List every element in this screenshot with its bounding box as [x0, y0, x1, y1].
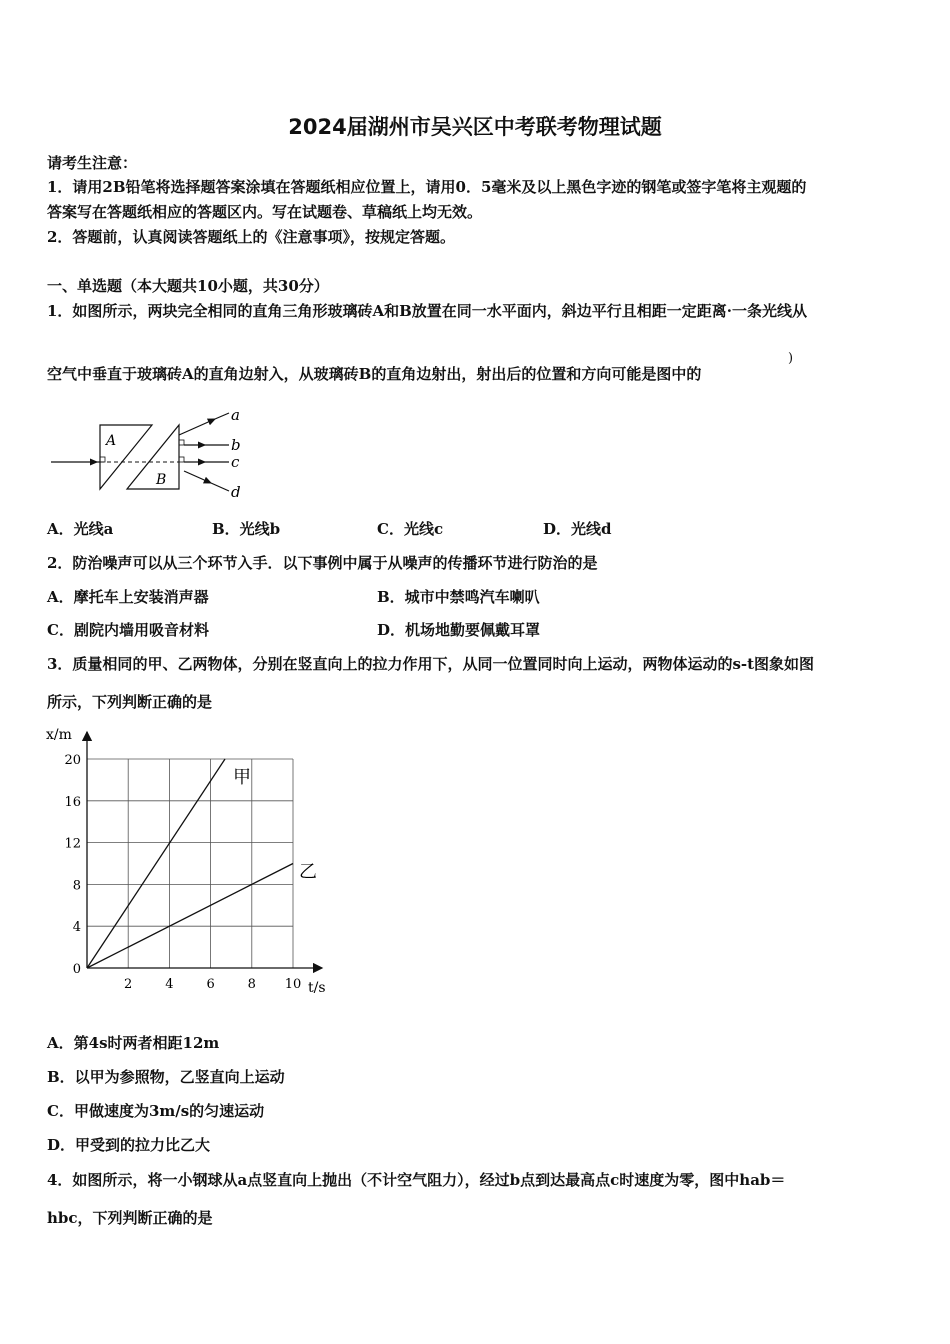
y-tick-label: 16	[64, 794, 81, 810]
y-axis-label: x/m	[46, 727, 72, 743]
q3-st-chart	[40, 722, 340, 1002]
prism-b	[127, 425, 179, 489]
section-heading: 一、单选题（本大题共10小题，共30分）	[47, 277, 329, 295]
ray-c-label: c	[231, 453, 240, 471]
series-line-0	[87, 759, 225, 968]
series-label: 乙	[299, 861, 317, 883]
y-tick-label: 0	[72, 962, 81, 977]
series-line-1	[87, 864, 293, 969]
q2-option-b[interactable]: B．城市中禁鸣汽车喇叭	[377, 588, 540, 606]
y-tick-label: 8	[72, 878, 81, 894]
y-tick-label: 12	[64, 836, 81, 852]
x-tick-label: 4	[165, 977, 174, 992]
q1-option-b[interactable]: B．光线b	[212, 520, 281, 538]
ray-a	[179, 419, 215, 435]
q4-stem-line-2: hbc，下列判断正确的是	[47, 1209, 213, 1227]
q3-option-b[interactable]: B．以甲为参照物，乙竖直向上运动	[47, 1068, 285, 1086]
q1-stem-line-1: 1．如图所示，两块完全相同的直角三角形玻璃砖A和B放置在同一水平面内，斜边平行且相距一定距离·一条光线从	[47, 302, 807, 320]
q3-option-c[interactable]: C．甲做速度为3m/s的匀速运动	[47, 1102, 265, 1120]
q1-paren: )	[788, 351, 794, 366]
ray-a-label: a	[231, 406, 240, 424]
notice-item-2: 2．答题前，认真阅读答题纸上的《注意事项》，按规定答题。	[47, 228, 455, 246]
q1-option-c[interactable]: C．光线c	[377, 520, 444, 538]
x-tick-label: 6	[206, 977, 215, 992]
q1-option-d[interactable]: D．光线d	[543, 520, 612, 538]
y-tick-label: 4	[72, 920, 81, 936]
q2-stem: 2．防治噪声可以从三个环节入手．以下事例中属于从噪声的传播环节进行防治的是	[47, 554, 598, 572]
q3-stem-line-1: 3．质量相同的甲、乙两物体，分别在竖直向上的拉力作用下，从同一位置同时向上运动，两物体运动的s-t图象如图	[47, 655, 815, 673]
notice-heading: 请考生注意：	[47, 154, 138, 172]
q3-option-a[interactable]: A．第4s时两者相距12m	[47, 1034, 220, 1052]
prism-a-label: A	[106, 433, 117, 449]
q2-option-a[interactable]: A．摩托车上安装消声器	[47, 588, 209, 606]
x-axis-label: t/s	[308, 980, 326, 996]
ray-b-label: b	[231, 436, 241, 454]
prism-b-label: B	[156, 472, 167, 488]
notice-item-1-line-1: 1．请用2B铅笔将选择题答案涂填在答题纸相应位置上，请用0．5毫米及以上黑色字迹的钢笔或签字笔将主观题的	[47, 178, 807, 196]
x-tick-label: 2	[124, 977, 133, 992]
q2-option-d[interactable]: D．机场地勤要佩戴耳罩	[377, 621, 541, 639]
q1-stem-line-2: 空气中垂直于玻璃砖A的直角边射入，从玻璃砖B的直角边射出，射出后的位置和方向可能是图中的	[47, 365, 702, 383]
page-title: 2024届湖州市吴兴区中考联考物理试题	[288, 115, 662, 139]
ray-d-label: d	[231, 483, 241, 501]
x-tick-label: 10	[284, 977, 302, 992]
q3-option-d[interactable]: D．甲受到的拉力比乙大	[47, 1136, 211, 1154]
notice-item-1-line-2: 答案写在答题纸相应的答题区内。写在试题卷、草稿纸上均无效。	[47, 203, 483, 221]
q1-prism-figure	[45, 405, 255, 505]
x-tick-label: 8	[247, 977, 256, 992]
q4-stem-line-1: 4．如图所示，将一小钢球从a点竖直向上抛出（不计空气阻力），经过b点到达最高点c时速度为零，图中hab＝	[47, 1171, 786, 1189]
series-label: 甲	[233, 767, 252, 788]
q2-option-c[interactable]: C．剧院内墙用吸音材料	[47, 621, 209, 639]
q3-stem-line-2: 所示，下列判断正确的是	[47, 693, 213, 711]
ray-d	[184, 471, 211, 483]
y-tick-label: 20	[64, 753, 81, 768]
q1-option-a[interactable]: A．光线a	[47, 520, 114, 538]
